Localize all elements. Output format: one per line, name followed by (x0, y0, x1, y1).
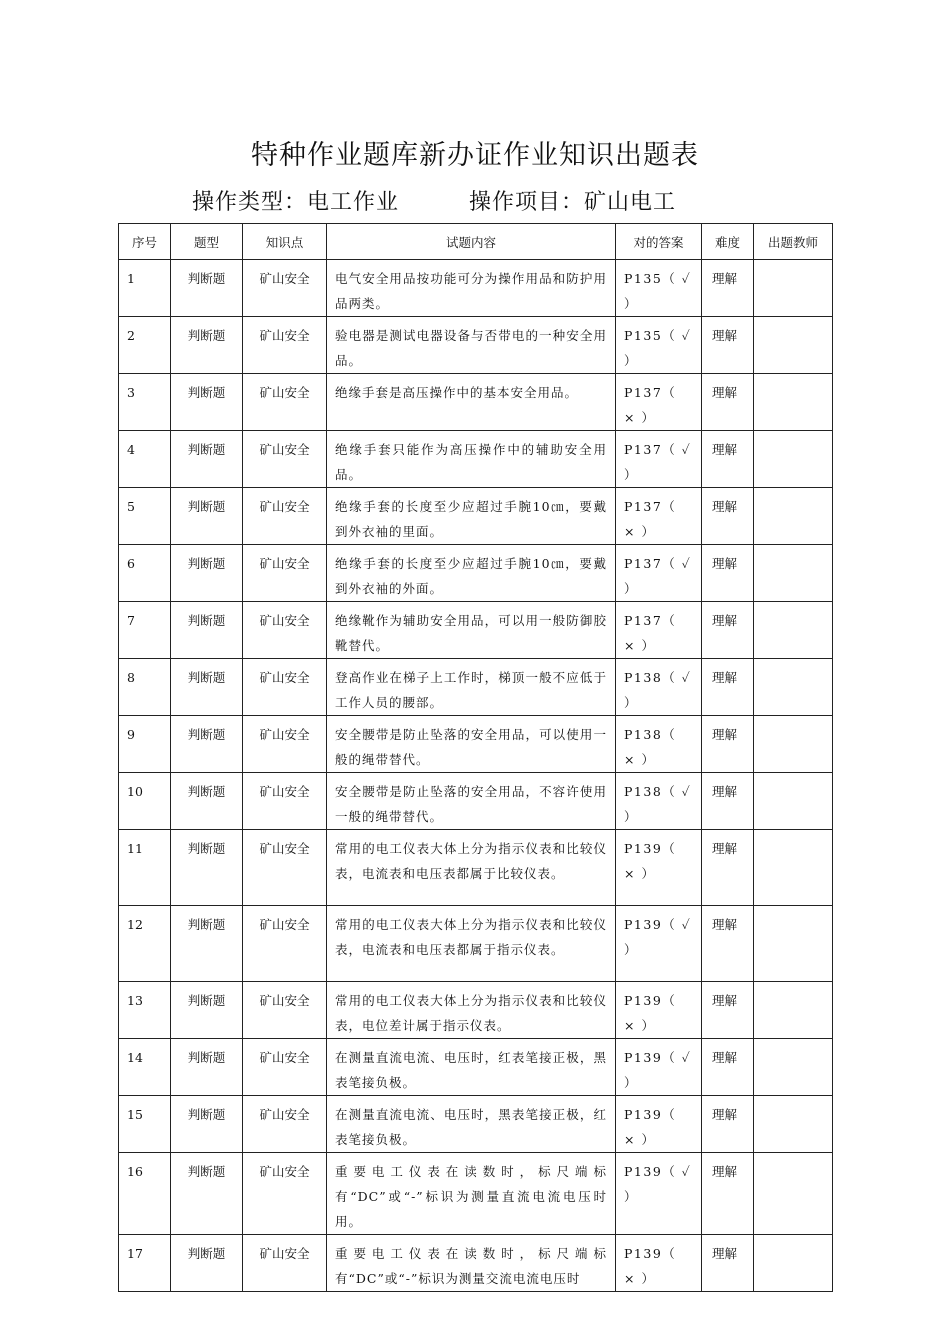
teacher (754, 374, 833, 431)
knowledge-point: 矿山安全 (243, 431, 327, 488)
teacher (754, 488, 833, 545)
teacher (754, 1153, 833, 1235)
table-row (119, 1235, 833, 1292)
table-row (119, 545, 833, 602)
teacher (754, 545, 833, 602)
question-type: 判断题 (171, 982, 243, 1039)
row-number: 10 (119, 773, 171, 830)
correct-answer: P139（ ✓ ） (616, 1153, 702, 1235)
correct-answer: P138（ ✓ ） (616, 659, 702, 716)
difficulty: 理解 (702, 431, 754, 488)
knowledge-point: 矿山安全 (243, 830, 327, 906)
correct-answer: P137（ ✓ ） (616, 431, 702, 488)
question-text: 验电器是测试电器设备与否带电的一种安全用品。 (327, 317, 616, 374)
row-number: 7 (119, 602, 171, 659)
teacher (754, 602, 833, 659)
question-text: 重要电工仪表在读数时，标尺端标有“DC”或“-”标识为测量交流电流电压时 (327, 1235, 616, 1292)
row-number: 12 (119, 906, 171, 982)
question-table (118, 223, 833, 1292)
table-row (119, 602, 833, 659)
header-difficulty: 难度 (702, 224, 754, 260)
operation-type: 操作类型：电工作业 (192, 190, 400, 215)
question-text: 重要电工仪表在读数时，标尺端标有“DC”或“-”标识为测量直流电流电压时用。 (327, 1153, 616, 1235)
question-type: 判断题 (171, 260, 243, 317)
table-row (119, 431, 833, 488)
question-text: 常用的电工仪表大体上分为指示仪表和比较仪表，电流表和电压表都属于指示仪表。 (327, 906, 616, 982)
knowledge-point: 矿山安全 (243, 716, 327, 773)
difficulty: 理解 (702, 488, 754, 545)
difficulty: 理解 (702, 317, 754, 374)
correct-answer: P137（ × ） (616, 374, 702, 431)
question-type: 判断题 (171, 545, 243, 602)
teacher (754, 317, 833, 374)
difficulty: 理解 (702, 1096, 754, 1153)
difficulty: 理解 (702, 773, 754, 830)
question-type: 判断题 (171, 906, 243, 982)
question-text: 绝缘手套的长度至少应超过手腕10㎝，要戴到外衣袖的外面。 (327, 545, 616, 602)
difficulty: 理解 (702, 1235, 754, 1292)
question-text: 绝缘手套的长度至少应超过手腕10㎝，要戴到外衣袖的里面。 (327, 488, 616, 545)
correct-answer: P135（ ✓ ） (616, 317, 702, 374)
teacher (754, 830, 833, 906)
knowledge-point: 矿山安全 (243, 374, 327, 431)
table-row (119, 906, 833, 982)
row-number: 8 (119, 659, 171, 716)
difficulty: 理解 (702, 716, 754, 773)
table-header-row (119, 224, 833, 260)
difficulty: 理解 (702, 659, 754, 716)
row-number: 16 (119, 1153, 171, 1235)
header-knowledge-point: 知识点 (243, 224, 327, 260)
question-type: 判断题 (171, 773, 243, 830)
difficulty: 理解 (702, 906, 754, 982)
table-row (119, 982, 833, 1039)
header-answer: 对的答案 (616, 224, 702, 260)
knowledge-point: 矿山安全 (243, 260, 327, 317)
row-number: 11 (119, 830, 171, 906)
table-row (119, 716, 833, 773)
table-row (119, 1039, 833, 1096)
knowledge-point: 矿山安全 (243, 906, 327, 982)
question-text: 电气安全用品按功能可分为操作用品和防护用品两类。 (327, 260, 616, 317)
question-type: 判断题 (171, 1096, 243, 1153)
correct-answer: P139（ × ） (616, 1096, 702, 1153)
difficulty: 理解 (702, 830, 754, 906)
teacher (754, 716, 833, 773)
correct-answer: P135（ ✓ ） (616, 260, 702, 317)
question-type: 判断题 (171, 659, 243, 716)
question-text: 在测量直流电流、电压时，红表笔接正极，黑表笔接负极。 (327, 1039, 616, 1096)
knowledge-point: 矿山安全 (243, 1153, 327, 1235)
question-text: 常用的电工仪表大体上分为指示仪表和比较仪表，电位差计属于指示仪表。 (327, 982, 616, 1039)
knowledge-point: 矿山安全 (243, 982, 327, 1039)
difficulty: 理解 (702, 982, 754, 1039)
knowledge-point: 矿山安全 (243, 602, 327, 659)
question-text: 绝缘手套只能作为高压操作中的辅助安全用品。 (327, 431, 616, 488)
correct-answer: P137（ ✓ ） (616, 545, 702, 602)
knowledge-point: 矿山安全 (243, 1235, 327, 1292)
table-row (119, 1153, 833, 1235)
teacher (754, 906, 833, 982)
correct-answer: P139（ ✓ ） (616, 906, 702, 982)
teacher (754, 260, 833, 317)
table-row (119, 317, 833, 374)
correct-answer: P139（ × ） (616, 1235, 702, 1292)
question-text: 安全腰带是防止坠落的安全用品，不容许使用一般的绳带替代。 (327, 773, 616, 830)
knowledge-point: 矿山安全 (243, 1039, 327, 1096)
correct-answer: P137（ × ） (616, 602, 702, 659)
row-number: 1 (119, 260, 171, 317)
difficulty: 理解 (702, 374, 754, 431)
question-text: 绝缘靴作为辅助安全用品，可以用一般防御胶靴替代。 (327, 602, 616, 659)
table-row (119, 773, 833, 830)
row-number: 2 (119, 317, 171, 374)
header-teacher: 出题教师 (754, 224, 833, 260)
table-row (119, 1096, 833, 1153)
table-row (119, 659, 833, 716)
row-number: 3 (119, 374, 171, 431)
row-number: 6 (119, 545, 171, 602)
teacher (754, 982, 833, 1039)
knowledge-point: 矿山安全 (243, 659, 327, 716)
table-row (119, 488, 833, 545)
knowledge-point: 矿山安全 (243, 1096, 327, 1153)
correct-answer: P139（ × ） (616, 830, 702, 906)
header-number: 序号 (119, 224, 171, 260)
difficulty: 理解 (702, 602, 754, 659)
question-text: 在测量直流电流、电压时，黑表笔接正极，红表笔接负极。 (327, 1096, 616, 1153)
teacher (754, 1039, 833, 1096)
question-type: 判断题 (171, 1235, 243, 1292)
knowledge-point: 矿山安全 (243, 488, 327, 545)
teacher (754, 773, 833, 830)
row-number: 15 (119, 1096, 171, 1153)
question-type: 判断题 (171, 1153, 243, 1235)
table-row (119, 260, 833, 317)
difficulty: 理解 (702, 545, 754, 602)
row-number: 9 (119, 716, 171, 773)
correct-answer: P137（ × ） (616, 488, 702, 545)
row-number: 13 (119, 982, 171, 1039)
correct-answer: P139（ × ） (616, 982, 702, 1039)
row-number: 14 (119, 1039, 171, 1096)
question-type: 判断题 (171, 317, 243, 374)
question-type: 判断题 (171, 716, 243, 773)
knowledge-point: 矿山安全 (243, 317, 327, 374)
knowledge-point: 矿山安全 (243, 545, 327, 602)
difficulty: 理解 (702, 260, 754, 317)
question-text: 绝缘手套是高压操作中的基本安全用品。 (327, 374, 616, 431)
correct-answer: P138（ ✓ ） (616, 773, 702, 830)
question-type: 判断题 (171, 488, 243, 545)
page-subtitle (192, 185, 676, 216)
difficulty: 理解 (702, 1039, 754, 1096)
question-type: 判断题 (171, 830, 243, 906)
row-number: 4 (119, 431, 171, 488)
page-title: 特种作业题库新办证作业知识出题表 (251, 140, 699, 171)
question-type: 判断题 (171, 1039, 243, 1096)
header-type: 题型 (171, 224, 243, 260)
knowledge-point: 矿山安全 (243, 773, 327, 830)
question-text: 常用的电工仪表大体上分为指示仪表和比较仪表，电流表和电压表都属于比较仪表。 (327, 830, 616, 906)
question-text: 登高作业在梯子上工作时，梯顶一般不应低于工作人员的腰部。 (327, 659, 616, 716)
teacher (754, 659, 833, 716)
difficulty: 理解 (702, 1153, 754, 1235)
question-type: 判断题 (171, 431, 243, 488)
operation-item: 操作项目：矿山电工 (469, 190, 677, 215)
row-number: 17 (119, 1235, 171, 1292)
teacher (754, 431, 833, 488)
question-text: 安全腰带是防止坠落的安全用品，可以使用一般的绳带替代。 (327, 716, 616, 773)
teacher (754, 1096, 833, 1153)
row-number: 5 (119, 488, 171, 545)
correct-answer: P139（ ✓ ） (616, 1039, 702, 1096)
teacher (754, 1235, 833, 1292)
table-row (119, 374, 833, 431)
question-type: 判断题 (171, 602, 243, 659)
header-question: 试题内容 (327, 224, 616, 260)
table-row (119, 830, 833, 906)
question-type: 判断题 (171, 374, 243, 431)
correct-answer: P138（ × ） (616, 716, 702, 773)
